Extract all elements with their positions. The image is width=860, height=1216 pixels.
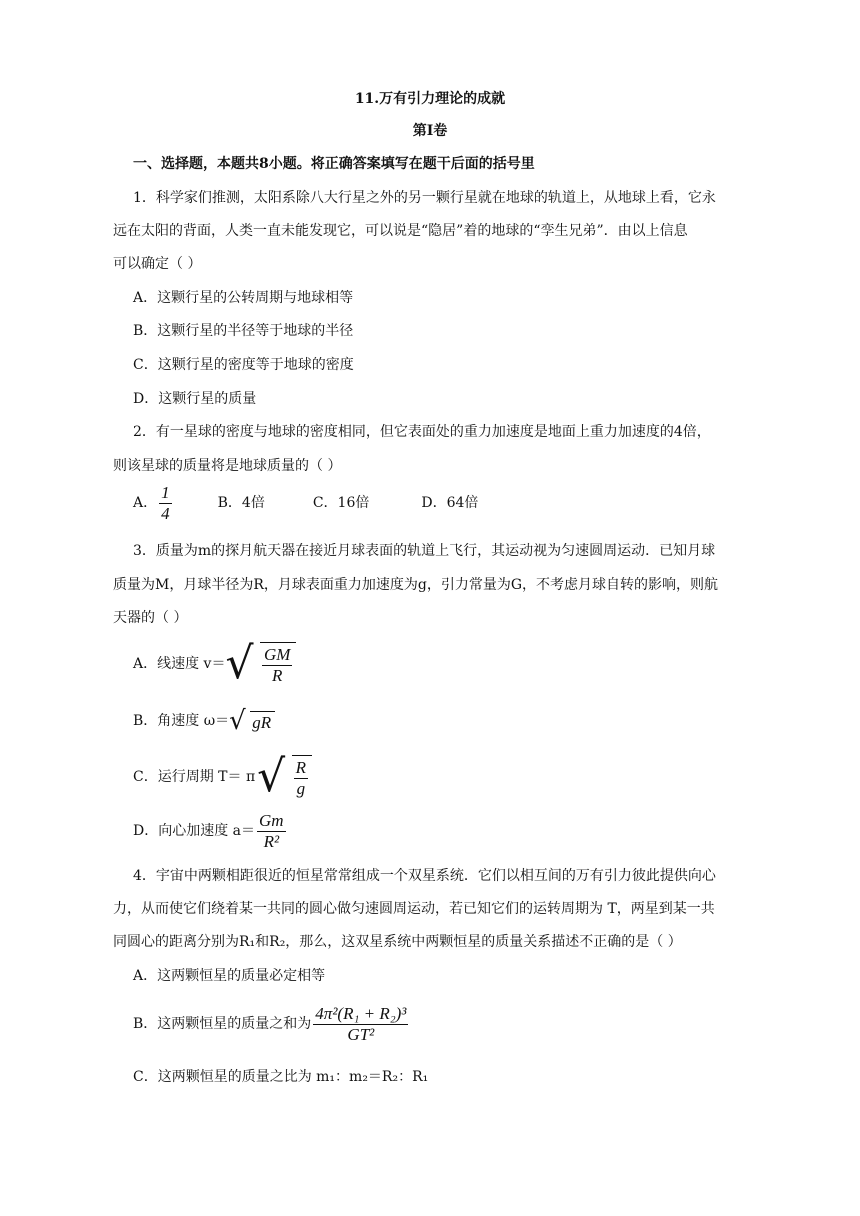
q3-option-b-label: B．角速度 ω＝ <box>133 713 230 729</box>
section-heading: 一、选择题，本题共8小题。将正确答案填写在题干后面的括号里 <box>133 156 535 172</box>
q1-text-line-1: 1．科学家们推测，太阳系除八大行星之外的另一颗行星就在地球的轨道上，从地球上看，它永 <box>133 190 716 206</box>
q3-c-denominator: g <box>296 779 306 798</box>
q4-option-b <box>133 1000 410 1048</box>
q2-text-line-2: 则该星球的质量将是地球质量的（ ） <box>113 458 342 474</box>
q3-c-numerator: R <box>295 758 307 777</box>
q3-option-b <box>133 705 275 737</box>
q3-text-line-3: 天器的（ ） <box>113 610 188 626</box>
sqrt-sign-icon: √ <box>229 706 246 736</box>
q2-option-b: B．4倍 <box>217 495 265 511</box>
q3-option-d-fraction <box>257 811 286 852</box>
q2-option-c: C．16倍 <box>312 495 370 511</box>
volume-heading: 第Ⅰ卷 <box>412 123 448 139</box>
q2-option-d: D．64倍 <box>421 495 479 511</box>
q3-a-denominator: R <box>272 666 283 685</box>
q4-b-denominator: GT² <box>347 1024 375 1044</box>
sqrt-sign-icon: √ <box>225 638 254 689</box>
q3-option-c <box>133 750 314 804</box>
document-title: 11.万有引力理论的成就 <box>354 91 506 107</box>
q4-option-b-fraction <box>313 1004 408 1045</box>
q3-option-c-label: C．运行周期 T＝ π <box>133 769 256 785</box>
q4-text-line-2: 力，从而使它们绕着某一共同的圆心做匀速圆周运动，若已知它们的运转周期为 T，两星到某一共 <box>113 901 715 917</box>
q3-option-a-label: A．线速度 v＝ <box>133 656 226 672</box>
q2-text-line-1: 2．有一星球的密度与地球的密度相同，但它表面处的重力加速度是地面上重力加速度的4倍， <box>133 424 711 440</box>
q2-option-a-label: A． <box>133 495 158 511</box>
q4-option-c: C．这两颗恒星的质量之比为 m₁：m₂＝R₂：R₁ <box>133 1069 429 1085</box>
q4-b-numerator: 4π²(R₁ + R₂)³ <box>315 1003 407 1023</box>
q3-option-d <box>133 808 288 854</box>
q3-text-line-1: 3．质量为m的探月航天器在接近月球表面的轨道上飞行，其运动视为匀速圆周运动．已知月球 <box>133 543 716 559</box>
q1-text-line-2: 远在太阳的背面，人类一直未能发现它，可以说是“隐居”着的地球的“孪生兄弟”．由以上信息 <box>113 223 688 239</box>
sqrt-sign-icon: √ <box>257 751 286 802</box>
q4-option-a: A．这两颗恒星的质量必定相等 <box>133 968 326 984</box>
q2-a-denominator: 4 <box>161 503 170 523</box>
q3-option-a-sqrt <box>225 639 298 689</box>
q3-d-denominator: R² <box>263 831 280 851</box>
q1-text-line-3: 可以确定（ ） <box>113 256 202 272</box>
q2-a-numerator: 1 <box>161 482 170 502</box>
q3-option-a-fraction <box>260 642 296 686</box>
q4-option-b-label: B．这两颗恒星的质量之和为 <box>133 1016 312 1032</box>
q3-option-b-sqrt <box>229 706 275 736</box>
q4-text-line-3: 同圆心的距离分别为R₁和R₂，那么，这双星系统中两颗恒星的质量关系描述不正确的是（ ） <box>113 934 682 950</box>
q3-a-numerator: GM <box>263 645 291 664</box>
q3-d-numerator: Gm <box>259 810 284 830</box>
q3-text-line-2: 质量为M，月球半径为R，月球表面重力加速度为g，引力常量为G，不考虑月球自转的影响，则航 <box>113 577 719 593</box>
q3-option-d-label: D．向心加速度 a＝ <box>133 823 256 839</box>
q1-option-d: D．这颗行星的质量 <box>133 391 257 407</box>
q4-text-line-1: 4．宇宙中两颗相距很近的恒星常常组成一个双星系统．它们以相互间的万有引力彼此提供向心 <box>133 868 716 884</box>
q3-option-c-fraction <box>292 755 312 799</box>
q1-option-a: A．这颗行星的公转周期与地球相等 <box>133 290 354 306</box>
q2-option-a-fraction <box>159 483 172 524</box>
q2-options-row <box>133 483 478 523</box>
q1-option-c: C．这颗行星的密度等于地球的密度 <box>133 357 354 373</box>
q1-option-b: B．这颗行星的半径等于地球的半径 <box>133 323 354 339</box>
q3-option-c-sqrt <box>257 752 314 802</box>
q3-option-a <box>133 637 298 691</box>
q3-b-expression: gR <box>250 711 275 732</box>
